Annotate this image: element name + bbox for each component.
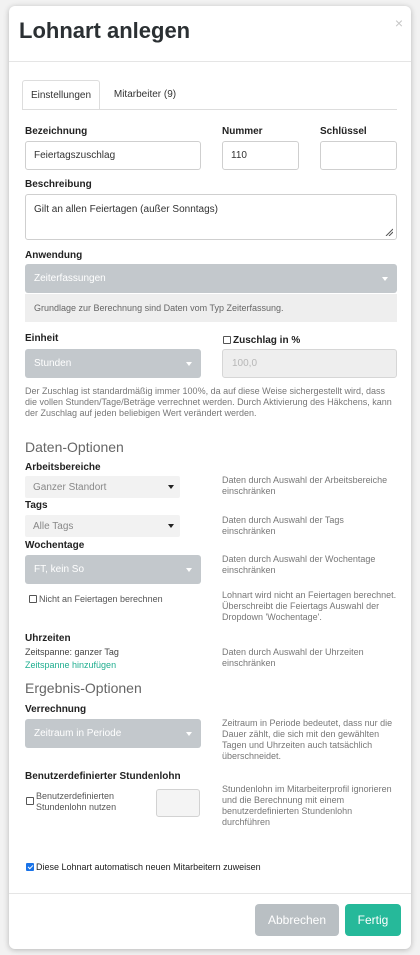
nummer-label: Nummer [222, 126, 263, 137]
done-button[interactable]: Fertig [345, 904, 401, 936]
anwendung-value: Zeiterfassungen [34, 273, 106, 284]
beschreibung-text: Gilt an allen Feiertagen (außer Sonntags) [34, 204, 218, 215]
chevron-down-icon [168, 524, 174, 528]
zuschlag-help: Der Zuschlag ist standardmäßig immer 100%, da auf diese Weise sichergestellt wird, dass die vollen Stunden/Tage/Beträge verrechnet werden. Durch Aktivierung des Häkchens, kann der Zuschlag auf jeden beliebigen Wert verändert werden. [25, 386, 392, 418]
verrechnung-value: Zeitraum in Periode [34, 728, 122, 739]
arbeitsbereiche-select[interactable] [25, 476, 180, 498]
bezeichnung-input[interactable]: Feiertagszuschlag [25, 141, 201, 170]
arbeitsbereiche-help: Daten durch Auswahl der Arbeitsbereiche einschränken [222, 475, 388, 496]
verrechnung-select[interactable] [25, 719, 201, 748]
stundenlohn-checkbox-label: Benutzerdefinierten Stundenlohn nutzen [36, 791, 117, 812]
tab-mitarbeiter[interactable]: Mitarbeiter (9) [113, 89, 177, 100]
uhrzeiten-help: Daten durch Auswahl der Uhrzeiten einschränken [222, 647, 364, 668]
verrechnung-help: Zeitraum in Periode bedeutet, dass nur die Dauer zählt, die sich mit den gewählten Tagen und Uhrzeiten auch tatsächlich überschneidet. [222, 718, 393, 761]
anwendung-help: Grundlage zur Berechnung sind Daten vom Typ Zeiterfassung. [25, 294, 397, 322]
arbeitsbereiche-label: Arbeitsbereiche [25, 462, 101, 473]
uhrzeiten-label: Uhrzeiten [25, 633, 71, 644]
auto-assign-label: Diese Lohnart automatisch neuen Mitarbeitern zuweisen [36, 862, 261, 872]
verrechnung-label: Verrechnung [25, 704, 87, 715]
feiertage-help: Lohnart wird nicht an Feiertagen berechnet. Überschreibt die Feiertags Auswahl der Dropdown 'Wochentage'. [222, 590, 397, 622]
tab-einstellungen[interactable]: Einstellungen [22, 80, 100, 110]
beschreibung-textarea[interactable] [25, 194, 397, 240]
stundenlohn-label: Benutzerdefinierter Stundenlohn [25, 771, 181, 782]
wochentage-label: Wochentage [25, 540, 85, 551]
tab-divider [22, 109, 397, 110]
zuschlag-checkbox[interactable] [223, 336, 231, 344]
daten-optionen-heading: Daten-Optionen [25, 439, 124, 455]
zuschlag-input[interactable]: 100,0 [222, 349, 397, 378]
tags-value: Alle Tags [33, 520, 74, 532]
chevron-down-icon [186, 568, 192, 572]
tags-help: Daten durch Auswahl der Tags einschränken [222, 515, 344, 536]
add-timespan-link[interactable]: Zeitspanne hinzufügen [25, 660, 117, 670]
close-icon[interactable]: × [394, 15, 403, 31]
dialog-title: Lohnart anlegen [19, 18, 191, 43]
cancel-button[interactable]: Abbrechen [255, 904, 339, 936]
beschreibung-label: Beschreibung [25, 179, 92, 190]
stundenlohn-input[interactable] [156, 789, 200, 817]
create-wage-type-dialog [9, 6, 411, 949]
einheit-select[interactable] [25, 349, 201, 378]
tags-select[interactable] [25, 515, 180, 537]
tags-label: Tags [25, 500, 48, 511]
bezeichnung-label: Bezeichnung [25, 126, 88, 137]
wochentage-select[interactable] [25, 555, 201, 584]
zuschlag-label: Zuschlag in % [233, 335, 301, 346]
wochentage-help: Daten durch Auswahl der Wochentage einschränken [222, 554, 376, 575]
arbeitsbereiche-value: Ganzer Standort [33, 481, 107, 493]
auto-assign-checkbox[interactable] [26, 863, 34, 871]
footer-divider [9, 893, 411, 894]
chevron-down-icon [186, 362, 192, 366]
einheit-value: Stunden [34, 358, 72, 369]
resize-handle-icon[interactable] [385, 228, 393, 236]
wochentage-value: FT, kein So [34, 564, 85, 575]
anwendung-select[interactable] [25, 264, 397, 293]
dialog-header [9, 6, 411, 62]
stundenlohn-help: Stundenlohn im Mitarbeiterprofil ignorieren und die Berechnung mit einem benutzerdefinierten Stundenlohn durchführen [222, 784, 392, 827]
ergebnis-optionen-heading: Ergebnis-Optionen [25, 680, 142, 696]
einheit-label: Einheit [25, 333, 59, 344]
feiertage-checkbox[interactable] [29, 595, 37, 603]
chevron-down-icon [168, 485, 174, 489]
schluessel-label: Schlüssel [320, 126, 367, 137]
stundenlohn-checkbox[interactable] [26, 797, 34, 805]
chevron-down-icon [382, 277, 388, 281]
chevron-down-icon [186, 732, 192, 736]
anwendung-label: Anwendung [25, 250, 83, 261]
uhrzeiten-value: Zeitspanne: ganzer Tag [25, 647, 119, 657]
feiertage-label: Nicht an Feiertagen berechnen [39, 594, 163, 604]
nummer-input[interactable]: 110 [222, 141, 299, 170]
schluessel-input[interactable] [320, 141, 397, 170]
